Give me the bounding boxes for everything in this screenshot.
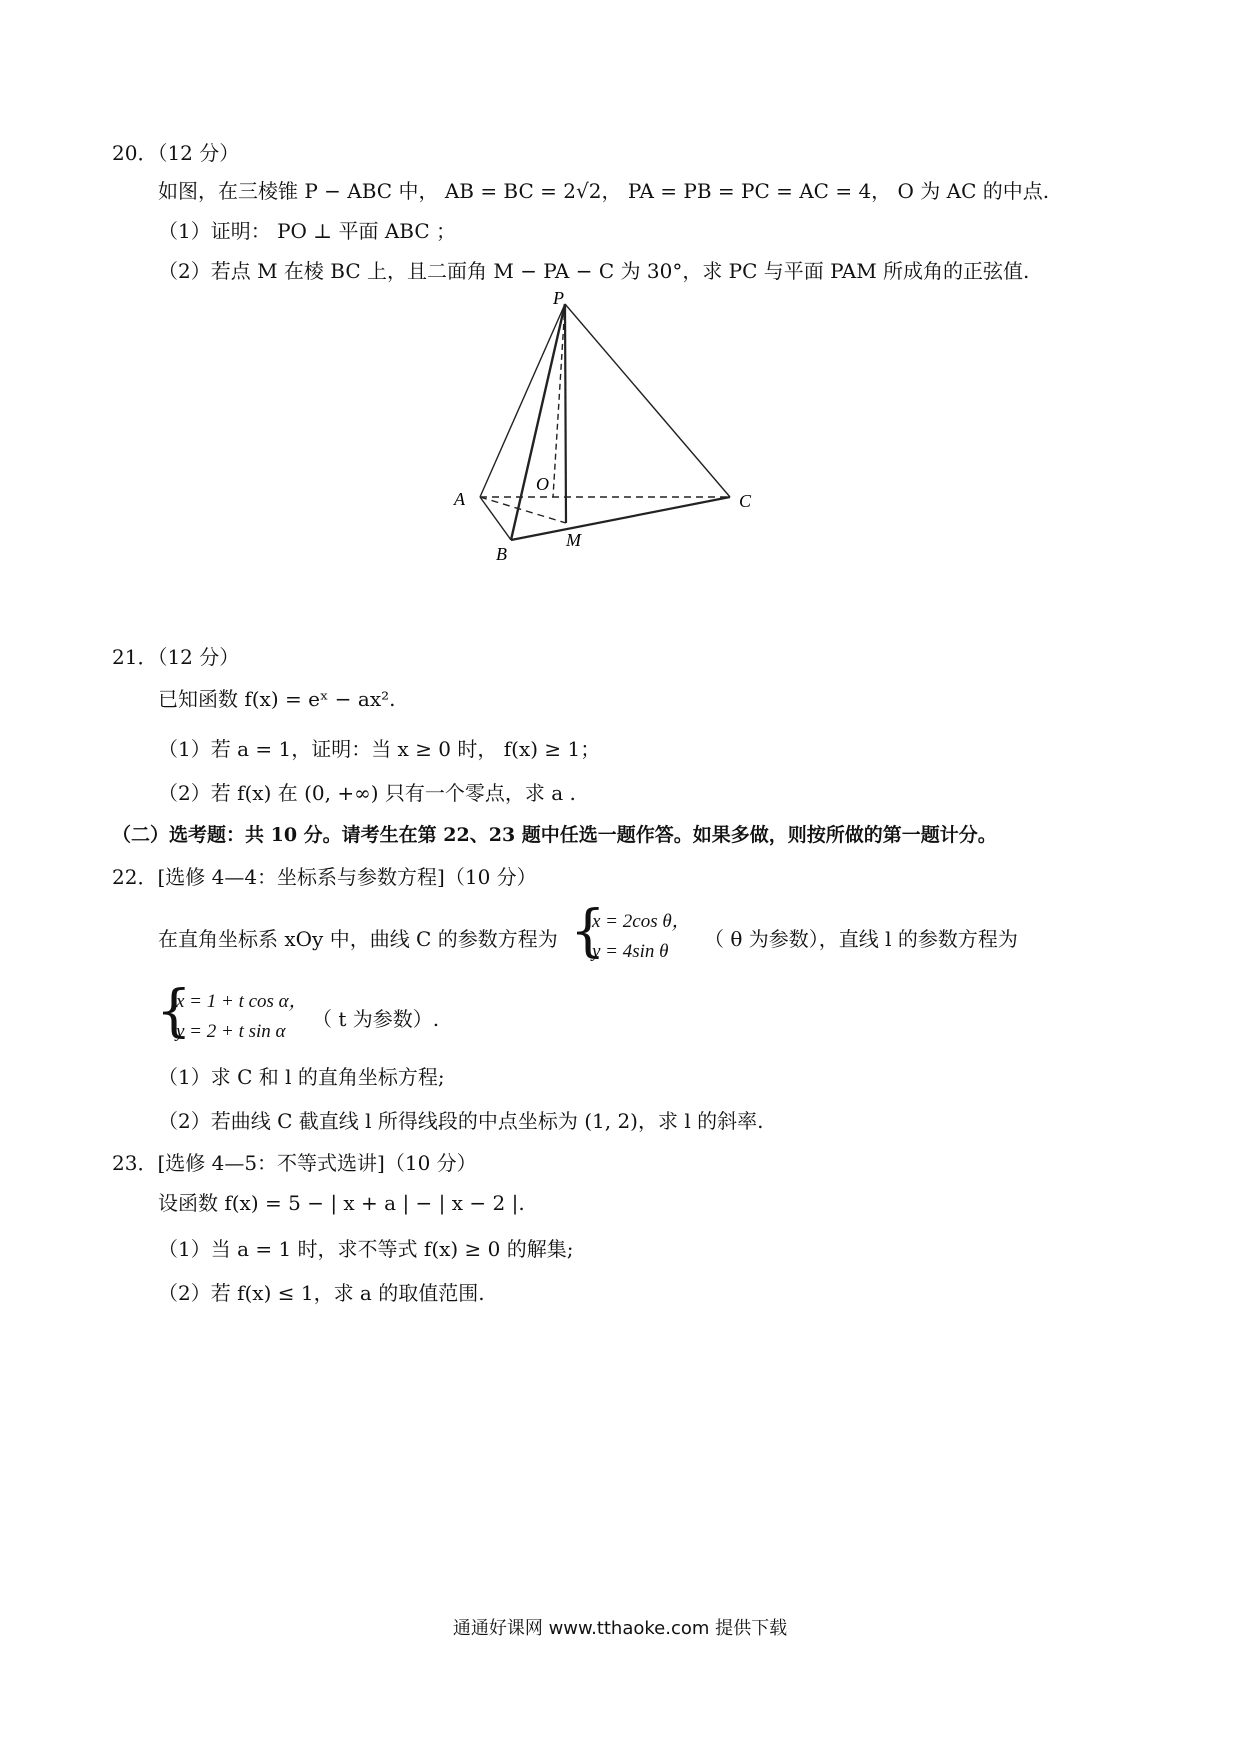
q22-intro-b: （ θ 为参数），直线 l 的参数方程为 bbox=[704, 927, 1018, 951]
q22-line-equations bbox=[176, 990, 308, 1044]
q21-part1: （1）若 a = 1，证明：当 x ≥ 0 时， f(x) ≥ 1； bbox=[158, 737, 601, 761]
q23-intro: 设函数 f(x) = 5 − | x + a | − | x − 2 |. bbox=[158, 1191, 525, 1215]
q20-intro: 如图，在三棱锥 P − ABC 中， AB = BC = 2√2， PA = PB = PC = AC = 4， O 为 AC 的中点. bbox=[158, 179, 1050, 203]
edge-bc bbox=[511, 497, 730, 540]
edge-pc bbox=[565, 304, 730, 497]
q22-curve-eq1: x = 2cos θ， bbox=[592, 911, 691, 932]
pyramid-figure bbox=[440, 290, 800, 630]
q22-intro-c: （ t 为参数）. bbox=[312, 1007, 440, 1031]
label-c: C bbox=[739, 491, 752, 511]
q22-curve-brace: { bbox=[570, 899, 606, 964]
label-a: A bbox=[454, 489, 465, 509]
q22-part1: （1）求 C 和 l 的直角坐标方程; bbox=[158, 1065, 445, 1089]
label-b: B bbox=[496, 544, 507, 564]
edge-pb bbox=[511, 304, 565, 540]
q22-line-eq1: x = 1 + t cos α， bbox=[176, 991, 308, 1012]
q20-part2: （2）若点 M 在棱 BC 上，且二面角 M − PA − C 为 30°，求 PC 与平面 PAM 所成角的正弦值. bbox=[158, 259, 1030, 283]
q22-curve-eq2: y = 4sin θ bbox=[592, 941, 669, 962]
q22-part2: （2）若曲线 C 截直线 l 所得线段的中点坐标为 (1, 2)，求 l 的斜率. bbox=[158, 1109, 764, 1133]
q20-heading: 20．（12 分） bbox=[112, 141, 240, 165]
q22-heading: 22．[选修 4—4：坐标系与参数方程]（10 分） bbox=[112, 865, 537, 889]
q22-curve-equations bbox=[592, 910, 691, 964]
label-m: M bbox=[566, 530, 581, 550]
q22-line-brace: { bbox=[156, 979, 192, 1044]
q22-intro-a: 在直角坐标系 xOy 中，曲线 C 的参数方程为 bbox=[158, 927, 558, 951]
section-2-heading: （二）选考题：共 10 分。请考生在第 22、23 题中任选一题作答。如果多做，则按所做的第一题计分。 bbox=[112, 824, 997, 846]
edge-am-dashed bbox=[480, 497, 566, 523]
edge-ab bbox=[480, 497, 511, 540]
label-o: O bbox=[536, 474, 549, 494]
label-p: P bbox=[553, 290, 564, 308]
edge-pm bbox=[565, 304, 566, 523]
q21-heading: 21．（12 分） bbox=[112, 645, 240, 669]
page-footer: 通通好课网 www.tthaoke.com 提供下载 bbox=[452, 1618, 788, 1639]
q22-line-eq2: y = 2 + t sin α bbox=[176, 1021, 286, 1042]
q23-part2: （2）若 f(x) ≤ 1，求 a 的取值范围. bbox=[158, 1281, 485, 1305]
q23-heading: 23．[选修 4—5：不等式选讲]（10 分） bbox=[112, 1151, 477, 1175]
q23-part1: （1）当 a = 1 时，求不等式 f(x) ≥ 0 的解集; bbox=[158, 1237, 574, 1261]
edge-pa bbox=[480, 304, 565, 497]
q21-intro: 已知函数 f(x) = eˣ − ax². bbox=[158, 687, 396, 711]
q21-part2: （2）若 f(x) 在 (0, +∞) 只有一个零点，求 a . bbox=[158, 781, 576, 805]
q20-part1: （1）证明： PO ⊥ 平面 ABC ； bbox=[158, 219, 456, 243]
